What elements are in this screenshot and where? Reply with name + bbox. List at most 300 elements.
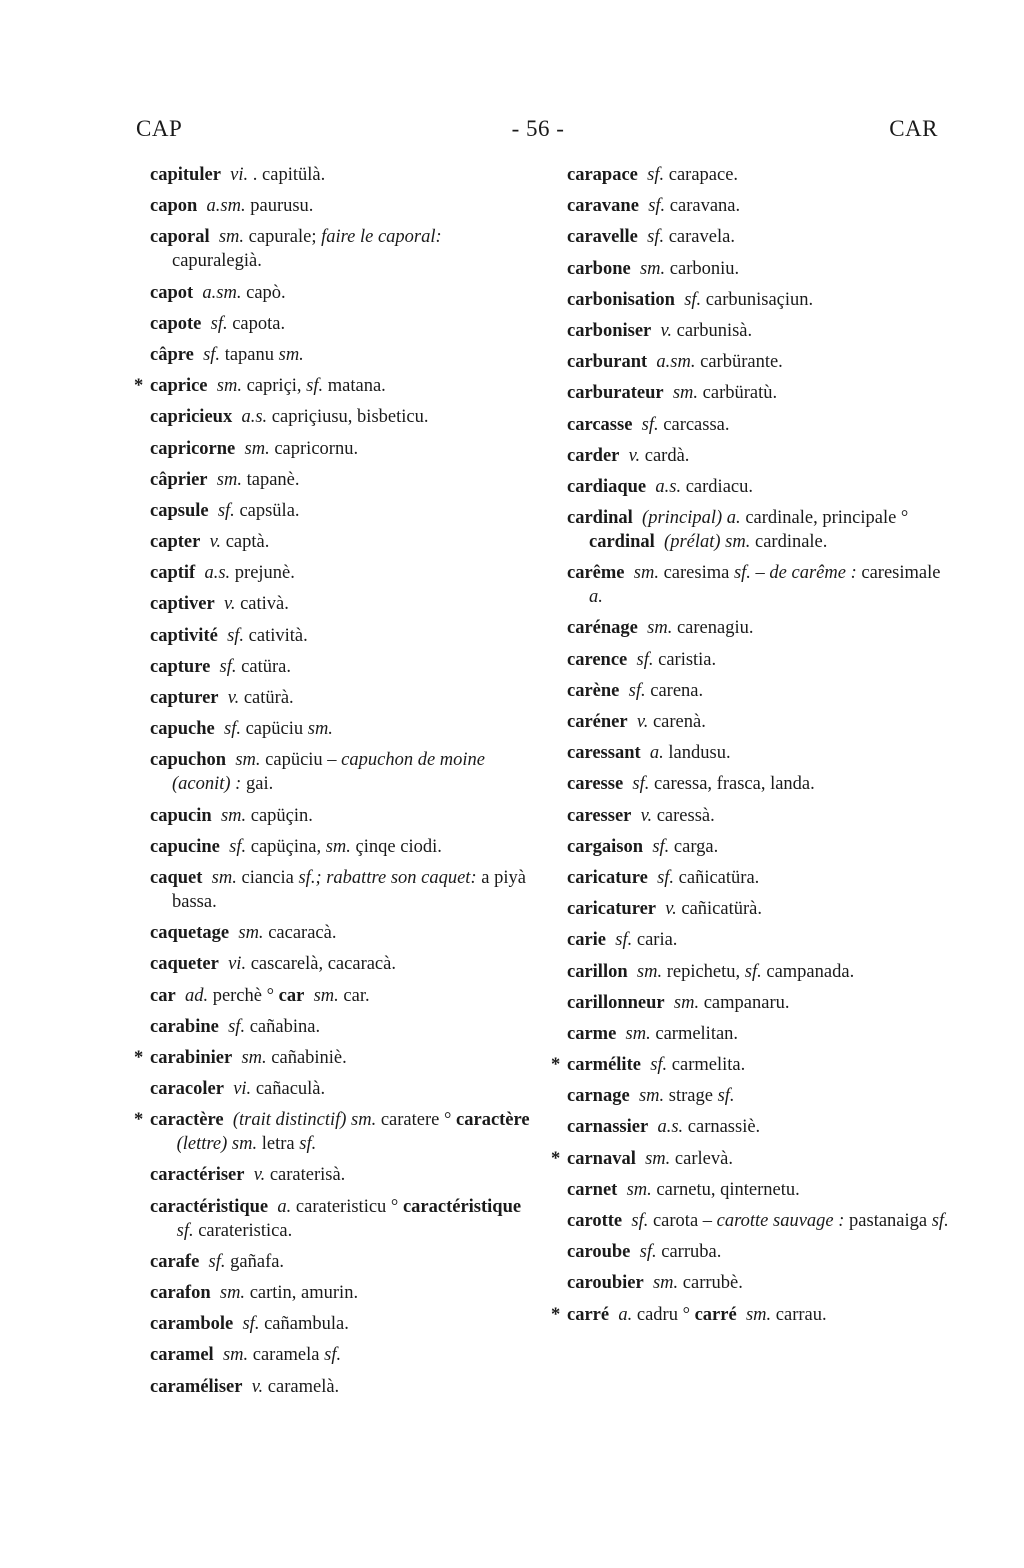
translation: caravana. (669, 196, 741, 217)
translation: capò. (246, 282, 286, 303)
headword: carburateur (567, 383, 664, 404)
headword: capturer (150, 688, 219, 708)
translation: carena. (650, 680, 704, 701)
grammar-note: sf. (229, 836, 247, 857)
translation: cañabiniè. (271, 1047, 347, 1068)
translation: . capitülà. (252, 165, 326, 185)
dictionary-entry (567, 772, 949, 796)
grammar-note: v. (665, 899, 677, 920)
translation: gañafa. (230, 1251, 285, 1272)
dictionary-entry (150, 437, 530, 461)
headword: carême (567, 563, 625, 584)
translation: carapace. (668, 165, 739, 185)
header-right-guide-word: CAR (889, 116, 938, 141)
grammar-note: sf. (208, 1251, 226, 1272)
headword: caractéristique (402, 1196, 522, 1217)
headword: carmélite (567, 1055, 641, 1076)
grammar-note: faire le caporal: (321, 227, 442, 248)
grammar-note: v. (640, 805, 653, 826)
translation: caravela. (668, 227, 735, 248)
translation: capüçin. (250, 805, 313, 826)
grammar-note: capuchon de moine (aconit) : (172, 750, 486, 795)
translation: carbürante. (700, 352, 783, 373)
headword: carénage (567, 618, 638, 639)
right-column (567, 163, 949, 1334)
translation: cardinale, principale ° (745, 508, 909, 529)
dictionary-entry (150, 952, 530, 976)
dictionary-entry (567, 225, 949, 249)
grammar-note: sm. (218, 227, 245, 248)
translation: caressa, frasca, landa. (654, 774, 815, 795)
dictionary-entry (567, 648, 949, 672)
headword: car (278, 985, 305, 1006)
dictionary-entry (567, 257, 949, 281)
grammar-note: sf. (647, 227, 665, 248)
grammar-note: sm. (639, 258, 666, 279)
grammar-note: a.s. (655, 476, 682, 497)
dictionary-entry (150, 984, 530, 1008)
translation: cañabina. (249, 1016, 321, 1037)
headword: carboniser (567, 320, 652, 341)
headword: caractère (456, 1110, 530, 1131)
dictionary-entry (150, 405, 530, 429)
grammar-note: sf. – de carême : (733, 563, 857, 584)
grammar-note: sm. (220, 805, 247, 826)
dictionary-entry (150, 624, 530, 648)
grammar-note: sm. (625, 1023, 651, 1044)
dictionary-entry (567, 804, 949, 828)
dictionary-entry (567, 928, 949, 952)
headword: carnassier (567, 1117, 649, 1138)
dictionary-entry (567, 350, 949, 374)
headword: capricieux (150, 407, 233, 428)
headword: caracoler (150, 1079, 224, 1100)
dictionary-entry (567, 1178, 949, 1202)
headword: cardiaque (567, 476, 647, 497)
grammar-note: v. (223, 594, 236, 615)
grammar-note: (trait distinctif) sm. (232, 1110, 377, 1131)
dictionary-entry (150, 655, 530, 679)
headword: caroube (567, 1242, 631, 1263)
headword: caréner (567, 712, 628, 732)
translation: catüra. (241, 656, 291, 677)
grammar-note: v. (227, 688, 240, 708)
grammar-note: sm. (645, 1148, 671, 1169)
grammar-note: sf. (632, 774, 650, 795)
translation: cañaculà. (255, 1079, 326, 1100)
grammar-note: ad. (184, 985, 209, 1006)
translation: car. (343, 985, 370, 1006)
headword: carré (694, 1304, 737, 1325)
translation: carmelita. (671, 1055, 746, 1076)
grammar-note: sf. (684, 289, 702, 310)
dictionary-entry (567, 163, 949, 187)
dictionary-entry (567, 1303, 949, 1327)
headword: caricature (567, 867, 648, 888)
translation: carrubè. (682, 1273, 743, 1294)
translation: carcassa. (663, 414, 730, 435)
translation: carrau. (775, 1304, 827, 1325)
grammar-note: sf. (210, 313, 228, 334)
translation: cañicatürà. (681, 899, 762, 920)
dictionary-entry (150, 1163, 530, 1187)
translation: repichetu, (666, 961, 741, 982)
headword: carabinier (150, 1047, 233, 1068)
translation: caria. (636, 930, 678, 951)
headword: carme (567, 1023, 617, 1044)
translation: caristia. (658, 649, 717, 670)
dictionary-entry (150, 717, 530, 741)
grammar-note: (prélat) sm. (664, 532, 751, 553)
headword: caresse (567, 774, 624, 795)
grammar-note: a. (589, 587, 603, 608)
headword: carbone (567, 258, 631, 279)
translation: cañicatüra. (678, 867, 760, 888)
headword: carapace (567, 165, 638, 185)
dictionary-entry (567, 866, 949, 890)
grammar-note: a.s. (204, 563, 231, 584)
grammar-note: sf. (227, 625, 245, 646)
translation: carboniu. (669, 258, 740, 279)
dictionary-entry (150, 921, 530, 945)
dictionary-entry (150, 866, 530, 914)
grammar-note: vi. (230, 165, 249, 185)
translation: carbunisaçiun. (705, 289, 814, 310)
translation: carenagiu. (676, 618, 754, 639)
translation: capüciu – (265, 750, 337, 771)
grammar-note: sf. (647, 165, 665, 185)
headword: caractère (150, 1110, 224, 1131)
dictionary-entry (567, 1053, 949, 1077)
grammar-note: (lettre) sm. (176, 1134, 258, 1155)
header-left-guide-word: CAP (136, 116, 183, 141)
headword: cardinal (589, 532, 655, 553)
grammar-note: sm. (626, 1179, 652, 1200)
translation: campanaru. (703, 992, 790, 1013)
headword: carillonneur (567, 992, 665, 1013)
grammar-note: a.sm. (656, 352, 696, 373)
grammar-note: sf. (744, 961, 762, 982)
headword: capricorne (150, 438, 236, 459)
headword: carcasse (567, 414, 633, 435)
grammar-note: sf. (628, 680, 646, 701)
translation: caratere ° (380, 1110, 457, 1131)
grammar-note: sm. (633, 563, 659, 584)
grammar-note: (principal) a. (642, 508, 741, 529)
translation: çinqe ciodi. (355, 836, 442, 857)
translation: caresimale (861, 563, 941, 584)
grammar-note: sf. (176, 1220, 194, 1241)
dictionary-entry (567, 194, 949, 218)
dictionary-entry (150, 194, 530, 218)
translation: perchè ° (212, 985, 279, 1006)
grammar-note: sm. (673, 992, 700, 1013)
grammar-note: a. (277, 1196, 292, 1217)
translation: cadru ° (636, 1304, 695, 1325)
headword: capter (150, 532, 201, 553)
grammar-note: a. (649, 743, 664, 764)
headword: capuche (150, 719, 215, 740)
translation: carenà. (652, 712, 706, 732)
translation: caressà. (656, 805, 715, 826)
dictionary-entry (567, 444, 949, 468)
grammar-note: sf. (324, 1345, 342, 1366)
translation: caramela (252, 1345, 320, 1366)
headword: caractéristique (150, 1196, 269, 1217)
grammar-note: sf. (648, 196, 666, 217)
dictionary-entry (567, 413, 949, 437)
translation: carateristicu ° (295, 1196, 403, 1217)
dictionary-entry (150, 804, 530, 828)
headword: carambole (150, 1314, 234, 1335)
dictionary-entry (567, 1209, 949, 1233)
translation: campanada. (766, 961, 855, 982)
dictionary-entry (567, 319, 949, 343)
headword: caqueter (150, 954, 219, 975)
translation: strage (668, 1086, 713, 1107)
translation: cacaracà. (268, 923, 337, 944)
translation: catürà. (243, 688, 294, 708)
dictionary-entry (150, 343, 530, 367)
left-column (150, 163, 530, 1406)
translation: cañambula. (264, 1314, 349, 1335)
dictionary-entry (150, 374, 530, 398)
grammar-note: sm. (652, 1273, 679, 1294)
headword: capot (150, 282, 194, 303)
translation: capurale; (248, 227, 317, 248)
dictionary-entry (150, 1108, 530, 1156)
grammar-note: sf.; rabattre son caquet: (298, 867, 477, 888)
headword: carie (567, 930, 607, 951)
grammar-note: sf. (224, 719, 241, 740)
headword: caressant (567, 743, 641, 764)
headword: captif (150, 563, 196, 584)
grammar-note: sf. (615, 930, 633, 951)
dictionary-entry (150, 835, 530, 859)
dictionary-entry (150, 1077, 530, 1101)
dictionary-entry (150, 592, 530, 616)
translation: cardiacu. (685, 476, 753, 497)
grammar-note: a.s. (241, 407, 268, 428)
page-number: - 56 - (511, 116, 565, 141)
dictionary-entry (567, 475, 949, 499)
grammar-note: sf. (219, 656, 237, 677)
dictionary-entry (150, 1312, 530, 1336)
grammar-note: sf. (641, 414, 659, 435)
headword: caquet (150, 867, 203, 888)
grammar-note: sm. (219, 1283, 246, 1303)
translation: capriçiusu, bisbeticu. (271, 407, 429, 428)
grammar-note: sf. (228, 1016, 246, 1037)
translation: carota – (652, 1211, 713, 1231)
grammar-note: sf. (631, 1211, 649, 1231)
headword: câpre (150, 344, 194, 365)
translation: caresima (663, 563, 730, 584)
dictionary-entry (150, 1195, 530, 1243)
translation: carga. (673, 836, 719, 857)
headword: caroubier (567, 1273, 644, 1294)
headword: caramel (150, 1345, 214, 1366)
headword: capsule (150, 500, 209, 521)
dictionary-entry (150, 561, 530, 585)
headword: carillon (567, 961, 628, 982)
headword: caraméliser (150, 1376, 243, 1397)
dictionary-entry (567, 1022, 949, 1046)
headword: caquetage (150, 923, 230, 944)
grammar-note: vi. (228, 954, 247, 975)
headword: cargaison (567, 836, 644, 857)
translation: catività. (248, 625, 308, 646)
grammar-note: sf. (306, 376, 324, 397)
translation: paurusu. (250, 196, 314, 217)
grammar-note: sm. (636, 961, 663, 982)
translation: carnassiè. (687, 1117, 761, 1138)
headword: caprice (150, 376, 208, 397)
dictionary-entry (567, 835, 949, 859)
grammar-note: v. (251, 1376, 264, 1397)
dictionary-entry (567, 897, 949, 921)
grammar-note: sm. (222, 1345, 249, 1366)
translation: carateristica. (198, 1220, 293, 1241)
dictionary-entry (150, 468, 530, 492)
dictionary-entry (150, 530, 530, 554)
headword: captiver (150, 594, 215, 615)
grammar-note: sf. (203, 344, 221, 365)
dictionary-entry (567, 991, 949, 1015)
headword: capituler (150, 165, 221, 185)
translation: tapanè. (246, 469, 300, 490)
translation: matana. (327, 376, 386, 397)
dictionary-entry (150, 312, 530, 336)
headword: caricaturer (567, 899, 657, 920)
headword: carène (567, 680, 620, 701)
dictionary-entry (150, 1250, 530, 1274)
dictionary-entry (567, 679, 949, 703)
grammar-note: sm. (278, 344, 304, 365)
grammar-note: sm. (647, 618, 673, 639)
headword: carafon (150, 1283, 211, 1303)
translation: gai. (245, 774, 274, 795)
dictionary-entry (567, 1084, 949, 1108)
dictionary-entry (567, 381, 949, 405)
headword: caresser (567, 805, 632, 826)
headword: cardinal (567, 508, 633, 529)
grammar-note: sf. (242, 1314, 260, 1335)
grammar-note: sm. (211, 867, 237, 888)
grammar-note: sm. (672, 383, 699, 404)
translation: capüçina, (250, 836, 322, 857)
dictionary-entry (567, 506, 949, 554)
grammar-note: sm. (313, 985, 339, 1006)
grammar-note: sf. (931, 1211, 949, 1231)
grammar-note: sm. (307, 719, 333, 740)
translation: carruba. (661, 1242, 722, 1263)
dictionary-entry (150, 686, 530, 710)
grammar-note: sf. (717, 1086, 735, 1107)
grammar-note: v. (209, 532, 222, 553)
dictionary-entry (150, 163, 530, 187)
dictionary-entry (567, 561, 949, 609)
headword: carnaval (567, 1148, 636, 1169)
headword: capture (150, 656, 211, 677)
translation: landusu. (668, 743, 731, 764)
headword: carder (567, 445, 620, 466)
grammar-note: sm. (745, 1304, 772, 1325)
dictionary-entry (567, 1115, 949, 1139)
translation: carbunisà. (676, 320, 753, 341)
headword: carburant (567, 352, 648, 373)
grammar-note: carotte sauvage : (716, 1211, 845, 1231)
headword: carafe (150, 1251, 200, 1272)
translation: capota. (232, 313, 286, 334)
translation: cartin, amurin. (249, 1283, 359, 1303)
translation: cardà. (644, 445, 690, 466)
translation: prejunè. (234, 563, 295, 584)
grammar-note: sf. (657, 867, 675, 888)
dictionary-entry (150, 1281, 530, 1305)
grammar-note: vi. (233, 1079, 252, 1100)
translation: cativà. (240, 594, 289, 615)
dictionary-entry (150, 1343, 530, 1367)
headword: caractériser (150, 1165, 245, 1186)
headword: capon (150, 196, 198, 217)
grammar-note: sf. (299, 1134, 317, 1155)
translation: cardinale. (754, 532, 828, 553)
grammar-note: sf. (217, 500, 235, 521)
grammar-note: a.s. (657, 1117, 684, 1138)
grammar-note: sf. (636, 649, 654, 670)
headword: carnage (567, 1086, 630, 1107)
translation: carnetu, qinternetu. (656, 1179, 800, 1200)
grammar-note: v. (636, 712, 649, 732)
dictionary-entry (567, 288, 949, 312)
translation: pastanaiga (849, 1211, 928, 1231)
grammar-note: sm. (244, 438, 270, 459)
dictionary-entry (567, 1147, 949, 1171)
translation: capuralegià. (172, 251, 262, 272)
grammar-note: a.sm. (206, 196, 246, 217)
headword: carabine (150, 1016, 219, 1037)
grammar-note: sm. (241, 1047, 267, 1068)
headword: capote (150, 313, 202, 334)
grammar-note: sm. (238, 923, 264, 944)
grammar-note: sm. (325, 836, 351, 857)
dictionary-entry (567, 710, 949, 734)
grammar-note: sm. (216, 376, 242, 397)
translation: carbüratù. (702, 383, 778, 404)
translation: capricornu. (274, 438, 359, 459)
headword: caravane (567, 196, 639, 217)
dictionary-entry (150, 1375, 530, 1399)
grammar-note: sf. (639, 1242, 657, 1263)
grammar-note: sf. (650, 1055, 668, 1076)
translation: caramelà. (267, 1376, 340, 1397)
dictionary-entry (567, 616, 949, 640)
grammar-note: a.sm. (202, 282, 242, 303)
dictionary-entry (567, 741, 949, 765)
translation: capsüla. (239, 500, 300, 521)
headword: carbonisation (567, 289, 675, 310)
grammar-note: v. (253, 1165, 266, 1186)
translation: captà. (225, 532, 270, 553)
grammar-note: v. (660, 320, 672, 341)
headword: carré (567, 1304, 610, 1325)
headword: captivité (150, 625, 218, 646)
headword: caporal (150, 227, 210, 248)
translation: carlevà. (674, 1148, 733, 1169)
dictionary-entry (150, 281, 530, 305)
dictionary-entry (150, 499, 530, 523)
